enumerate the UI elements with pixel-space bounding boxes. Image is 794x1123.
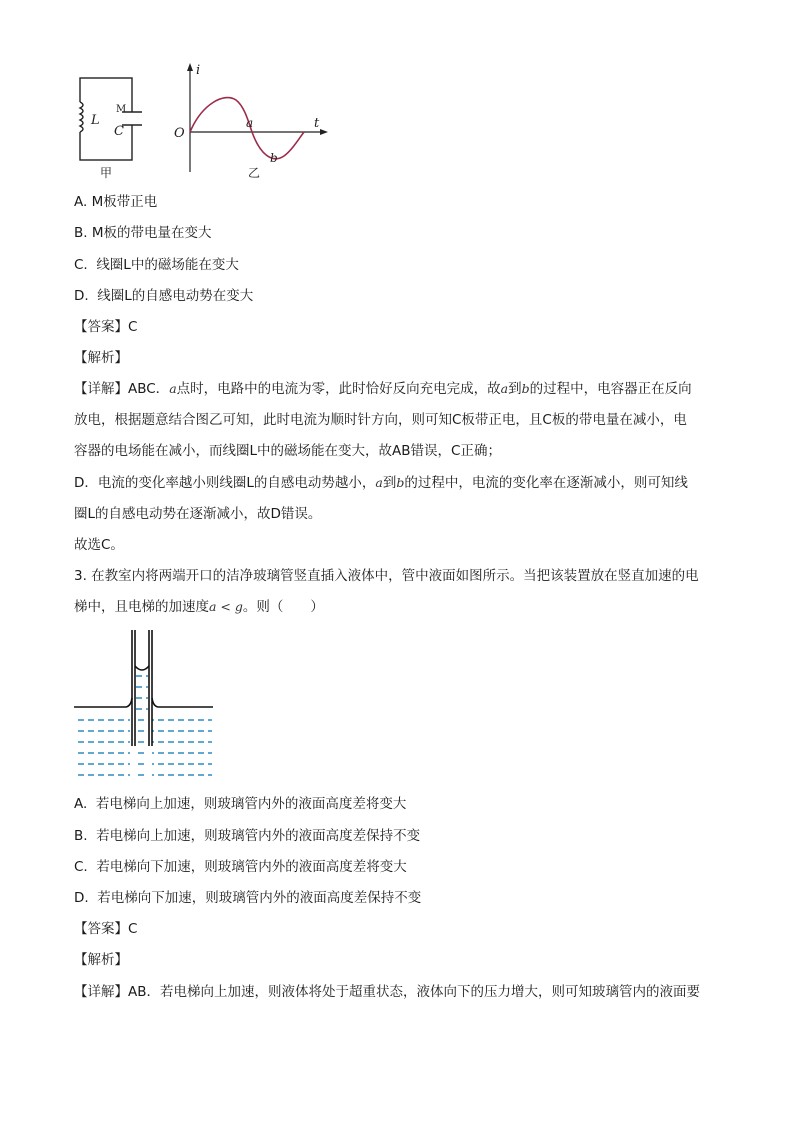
q2-conclusion: 故选C。 [74,537,124,553]
q2-option-c: C. 线圈L中的磁场能在变大 [74,257,239,273]
q3-option-b: B. 若电梯向上加速，则玻璃管内外的液面高度差保持不变 [74,828,421,844]
q2-detail-line-1: 【详解】ABC．a点时，电路中的电流为零，此时恰好反向充电完成，故a到b的过程中，电容器正在反向 [74,381,692,397]
q3-option-c: C. 若电梯向下加速，则玻璃管内外的液面高度差将变大 [74,859,407,875]
q3-analysis-tag: 【解析】 [74,952,128,968]
plate-label: M [116,104,127,115]
q3-stem-line-2: 梯中，且电梯的加速度a < g。则（ ） [74,599,324,615]
q2-option-a: A. M板带正电 [74,194,158,210]
circuit-caption: 甲 [100,166,113,180]
y-axis-label: i [196,63,201,78]
capacitor-label: C [114,124,124,139]
q2-option-b: B. M板的带电量在变大 [74,225,212,241]
q2-detail-line-4: D．电流的变化率越小则线圈L的自感电动势越小，a到b的过程中，电流的变化率在逐渐减小，则可知线 [74,475,688,491]
point-a-label: a [246,116,254,130]
q3-option-d: D. 若电梯向下加速，则玻璃管内外的液面高度差保持不变 [74,890,422,906]
current-graph-figure [168,60,333,185]
q2-option-d: D. 线圈L的自感电动势在变大 [74,288,254,304]
capillary-tube-figure [72,628,217,783]
q3-stem-line-1: 3. 在教室内将两端开口的洁净玻璃管竖直插入液体中，管中液面如图所示。当把该装置放在竖直加速的电 [74,568,699,584]
graph-caption: 乙 [248,166,261,180]
q2-analysis-tag: 【解析】 [74,350,128,366]
q3-option-a: A. 若电梯向上加速，则玻璃管内外的液面高度差将变大 [74,796,407,812]
inductor-label: L [91,113,100,128]
q2-detail-line-5: 圈L的自感电动势在逐渐减小，故D错误。 [74,506,322,522]
q3-answer: 【答案】C [74,921,138,937]
lc-circuit-figure [70,60,160,185]
q2-detail-line-2: 放电，根据题意结合图乙可知，此时电流为顺时针方向，则可知C板带正电，且C板的带电量在减小，电 [74,412,687,428]
point-b-label: b [270,151,278,165]
q2-detail-line-3: 容器的电场能在减小，而线圈L中的磁场能在变大，故AB错误，C正确； [74,443,501,459]
origin-label: O [174,126,185,141]
q2-answer: 【答案】C [74,319,138,335]
q3-detail-line-1: 【详解】AB．若电梯向上加速，则液体将处于超重状态，液体向下的压力增大，则可知玻璃管内的液面要 [74,984,700,1000]
x-axis-label: t [314,116,320,131]
